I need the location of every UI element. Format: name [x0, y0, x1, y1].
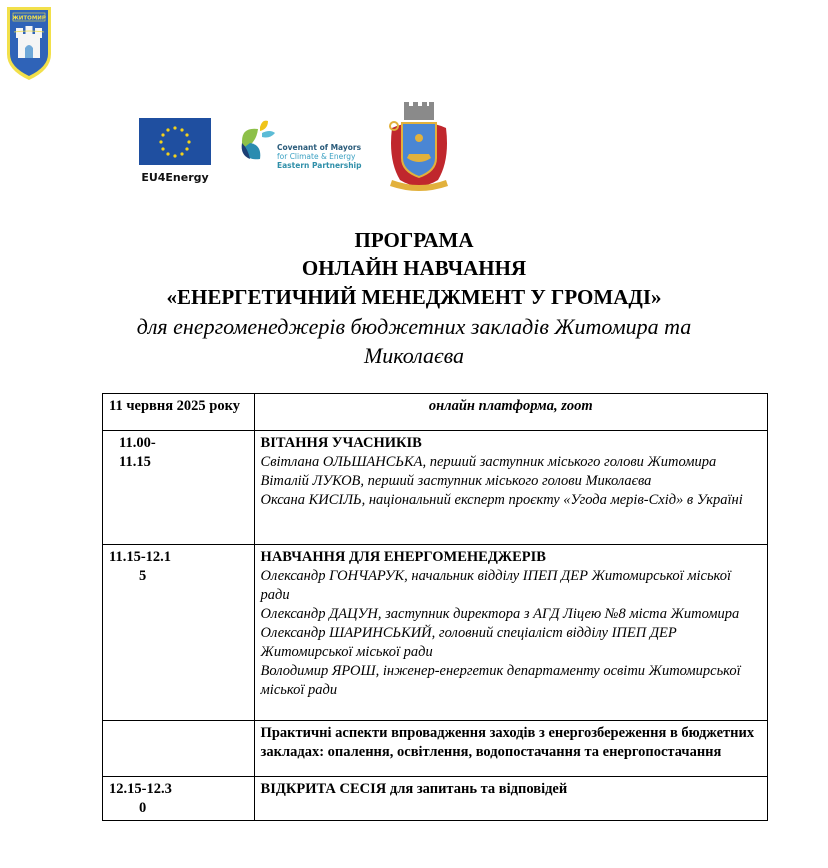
- session-heading: ВІДКРИТА СЕСІЯ: [260, 781, 387, 797]
- time-cell: [103, 545, 255, 721]
- speaker: Світлана ОЛЬШАНСЬКА, перший заступник міського голови Житомира: [260, 454, 717, 470]
- com-line2: for Climate & Energy: [277, 152, 356, 161]
- topic-cell: Практичні аспекти впровадження заходів з енергозбереження в бюджетних закладах: опалення, освітлення, водопостачання та енергопостачання: [254, 721, 767, 777]
- session-heading: НАВЧАННЯ ДЛЯ ЕНЕРГОМЕНЕДЖЕРІВ: [260, 549, 546, 565]
- program-table: [102, 393, 768, 821]
- speaker: Володимир ЯРОШ, інженер-енергетик департаменту освіти Житомирської міської ради: [260, 663, 741, 698]
- time-end: 5: [139, 568, 147, 584]
- com-line1: Covenant of Mayors: [277, 143, 362, 152]
- speaker: Олександр ДАЦУН, заступник директора з АГД Ліцею №8 міста Житомира: [260, 606, 740, 622]
- program-title: ПРОГРАМА: [354, 228, 474, 252]
- covenant-of-mayors-logo-icon: [240, 119, 276, 163]
- time-cell-empty: [103, 721, 255, 777]
- time-start: 11.00-: [119, 435, 156, 451]
- session-heading-rest: для запитань та відповідей: [386, 781, 568, 797]
- table-header-row: [103, 394, 768, 431]
- subtitle-line2: Миколаєва: [363, 343, 465, 368]
- session-cell: [254, 431, 767, 545]
- subtitle-line1: для енергоменеджерів бюджетних закладів Житомира та: [136, 314, 692, 339]
- covenant-of-mayors-text: [277, 143, 361, 170]
- time-cell: [103, 431, 255, 545]
- date-cell: 11 червня 2025 року: [103, 394, 255, 431]
- time-end: 0: [139, 800, 147, 816]
- session-heading: ВІТАННЯ УЧАСНИКІВ: [260, 435, 422, 451]
- mykolaiv-coat-of-arms-icon: [386, 100, 452, 192]
- eu-flag-icon: [139, 118, 211, 165]
- speaker: Олександр ШАРИНСЬКИЙ, головний спеціаліст відділу ІПЕП ДЕР Житомирської міської ради: [260, 625, 677, 660]
- session-cell: [254, 545, 767, 721]
- zhytomyr-coat-of-arms-icon: [4, 4, 54, 82]
- time-start: 12.15-12.3: [109, 781, 172, 797]
- speaker: Віталій ЛУКОВ, перший заступник міського голови Миколаєва: [260, 473, 652, 489]
- com-line3: Eastern Partnership: [277, 161, 362, 170]
- svg-text:ЖИТОМИР: ЖИТОМИР: [12, 15, 46, 22]
- table-row: [103, 431, 768, 545]
- training-title: ОНЛАЙН НАВЧАННЯ: [301, 256, 527, 280]
- time-end: 11.15: [119, 454, 151, 470]
- table-row: [103, 545, 768, 721]
- time-cell: [103, 777, 255, 821]
- table-row: [103, 721, 768, 777]
- speaker: Оксана КИСІЛЬ, національний експерт проєкту «Угода мерів-Схід» в Україні: [260, 492, 743, 508]
- session-cell: [254, 777, 767, 821]
- table-row: [103, 777, 768, 821]
- speaker: Олександр ГОНЧАРУК, начальник відділу ІПЕП ДЕР Житомирської міської ради: [260, 568, 732, 603]
- time-start: 11.15-12.1: [109, 549, 172, 565]
- training-name: «ЕНЕРГЕТИЧНИЙ МЕНЕДЖМЕНТ У ГРОМАДІ»: [166, 285, 662, 309]
- eu4energy-label: EU4Energy: [141, 171, 209, 184]
- platform-cell: онлайн платформа, zoom: [254, 394, 767, 431]
